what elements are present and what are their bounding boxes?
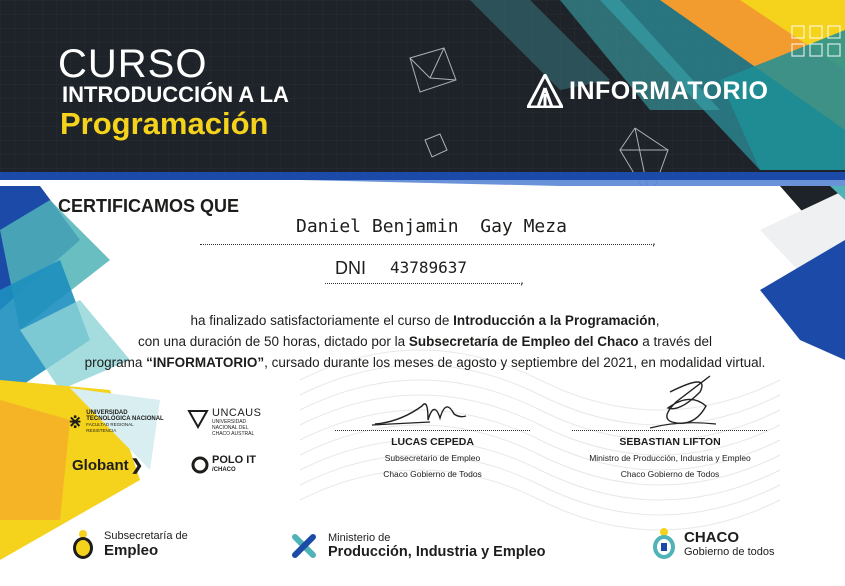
polo-it-icon xyxy=(190,455,210,475)
subsecretaria-logo xyxy=(70,528,188,560)
course-title-main xyxy=(60,106,268,142)
signer-1-name: LUCAS CEPEDA xyxy=(391,436,474,448)
signer-1-org: Chaco Gobierno de Todos xyxy=(383,469,482,479)
subsecretaria-line-2: Empleo xyxy=(104,541,159,559)
uncaus-sub-3: CHACO AUSTRAL xyxy=(212,431,255,437)
chaco-tagline: Gobierno de todos xyxy=(684,545,775,558)
certify-heading: CERTIFICAMOS QUE xyxy=(58,196,240,216)
province-shield-icon xyxy=(70,528,96,560)
signer-2-role: Ministro de Producción, Industria y Empleo xyxy=(589,453,751,463)
utn-icon: ⋇ xyxy=(68,412,83,432)
course-label: CURSO xyxy=(58,42,208,86)
informatorio-icon xyxy=(527,74,563,108)
utn-logo xyxy=(68,410,164,434)
uncaus-logo xyxy=(187,407,261,437)
dni-label: DNI xyxy=(335,258,366,278)
signer-1-role: Subsecretario de Empleo xyxy=(384,453,481,463)
ministerio-line-1: Ministerio de xyxy=(328,532,391,544)
name-comma: , xyxy=(652,234,656,248)
brand-name: INFORMATORIO xyxy=(569,76,769,105)
uncaus-icon xyxy=(187,407,209,429)
ministerio-logo xyxy=(290,532,546,560)
polo-it-name: POLO IT xyxy=(212,454,256,466)
signature-line-2 xyxy=(572,430,767,431)
signature-lifton xyxy=(640,372,720,434)
description-line-3: programa “INFORMATORIO”, cursado durante los meses de agosto y septiembre del 2021, en modalidad virtual. xyxy=(84,355,766,370)
chaco-logo xyxy=(650,526,775,560)
utn-text-1: UNIVERSIDAD xyxy=(86,410,128,416)
globant-arrow-icon: ❯ xyxy=(130,457,144,474)
chaco-shield-icon xyxy=(650,526,678,560)
dni-underline xyxy=(325,283,520,284)
polo-it-sub: /CHACO xyxy=(212,467,236,473)
signature-line-1 xyxy=(335,430,530,431)
signer-2-org: Chaco Gobierno de Todos xyxy=(620,469,720,479)
course-title-line: INTRODUCCIÓN A LA xyxy=(62,82,289,107)
utn-text-4: RESISTENCIA xyxy=(86,428,117,433)
uncaus-name: UNCAUS xyxy=(212,407,262,419)
course-title-part1: Program xyxy=(60,106,188,141)
description-line-1: ha finalizado satisfactoriamente el curso de Introducción a la Programación, xyxy=(190,313,660,328)
dni-value: 43789637 xyxy=(390,258,468,277)
ministerio-line-2: Producción, Industria y Empleo xyxy=(328,544,546,560)
utn-text-2: TECNOLÓGICA NACIONAL xyxy=(86,416,164,422)
signature-cepeda xyxy=(370,392,470,432)
description-paragraph xyxy=(40,310,810,373)
dni-comma: , xyxy=(520,273,524,287)
recipient-name: Daniel Benjamin Gay Meza xyxy=(296,216,567,237)
uncaus-sub-1: UNIVERSIDAD xyxy=(212,419,247,425)
description-line-2: con una duración de 50 horas, dictado por la Subsecretaría de Empleo del Chaco a través del xyxy=(137,334,713,349)
signer-2 xyxy=(555,436,785,479)
uncaus-sub-2: NACIONAL DEL xyxy=(212,425,249,431)
chaco-name: CHACO xyxy=(684,528,739,546)
course-title-part2: ación xyxy=(187,106,269,141)
signer-2-name: SEBASTIAN LIFTON xyxy=(619,436,721,448)
informatorio-logo xyxy=(527,74,769,108)
globant-text: Globant xyxy=(72,457,129,474)
name-underline xyxy=(200,244,652,245)
globant-logo xyxy=(72,456,143,474)
subsecretaria-line-1: Subsecretaría de xyxy=(104,529,188,542)
ministerio-x-icon xyxy=(290,532,318,560)
signer-1 xyxy=(330,436,535,479)
utn-text-3: FACULTAD REGIONAL xyxy=(86,422,134,427)
polo-it-logo xyxy=(190,455,256,475)
